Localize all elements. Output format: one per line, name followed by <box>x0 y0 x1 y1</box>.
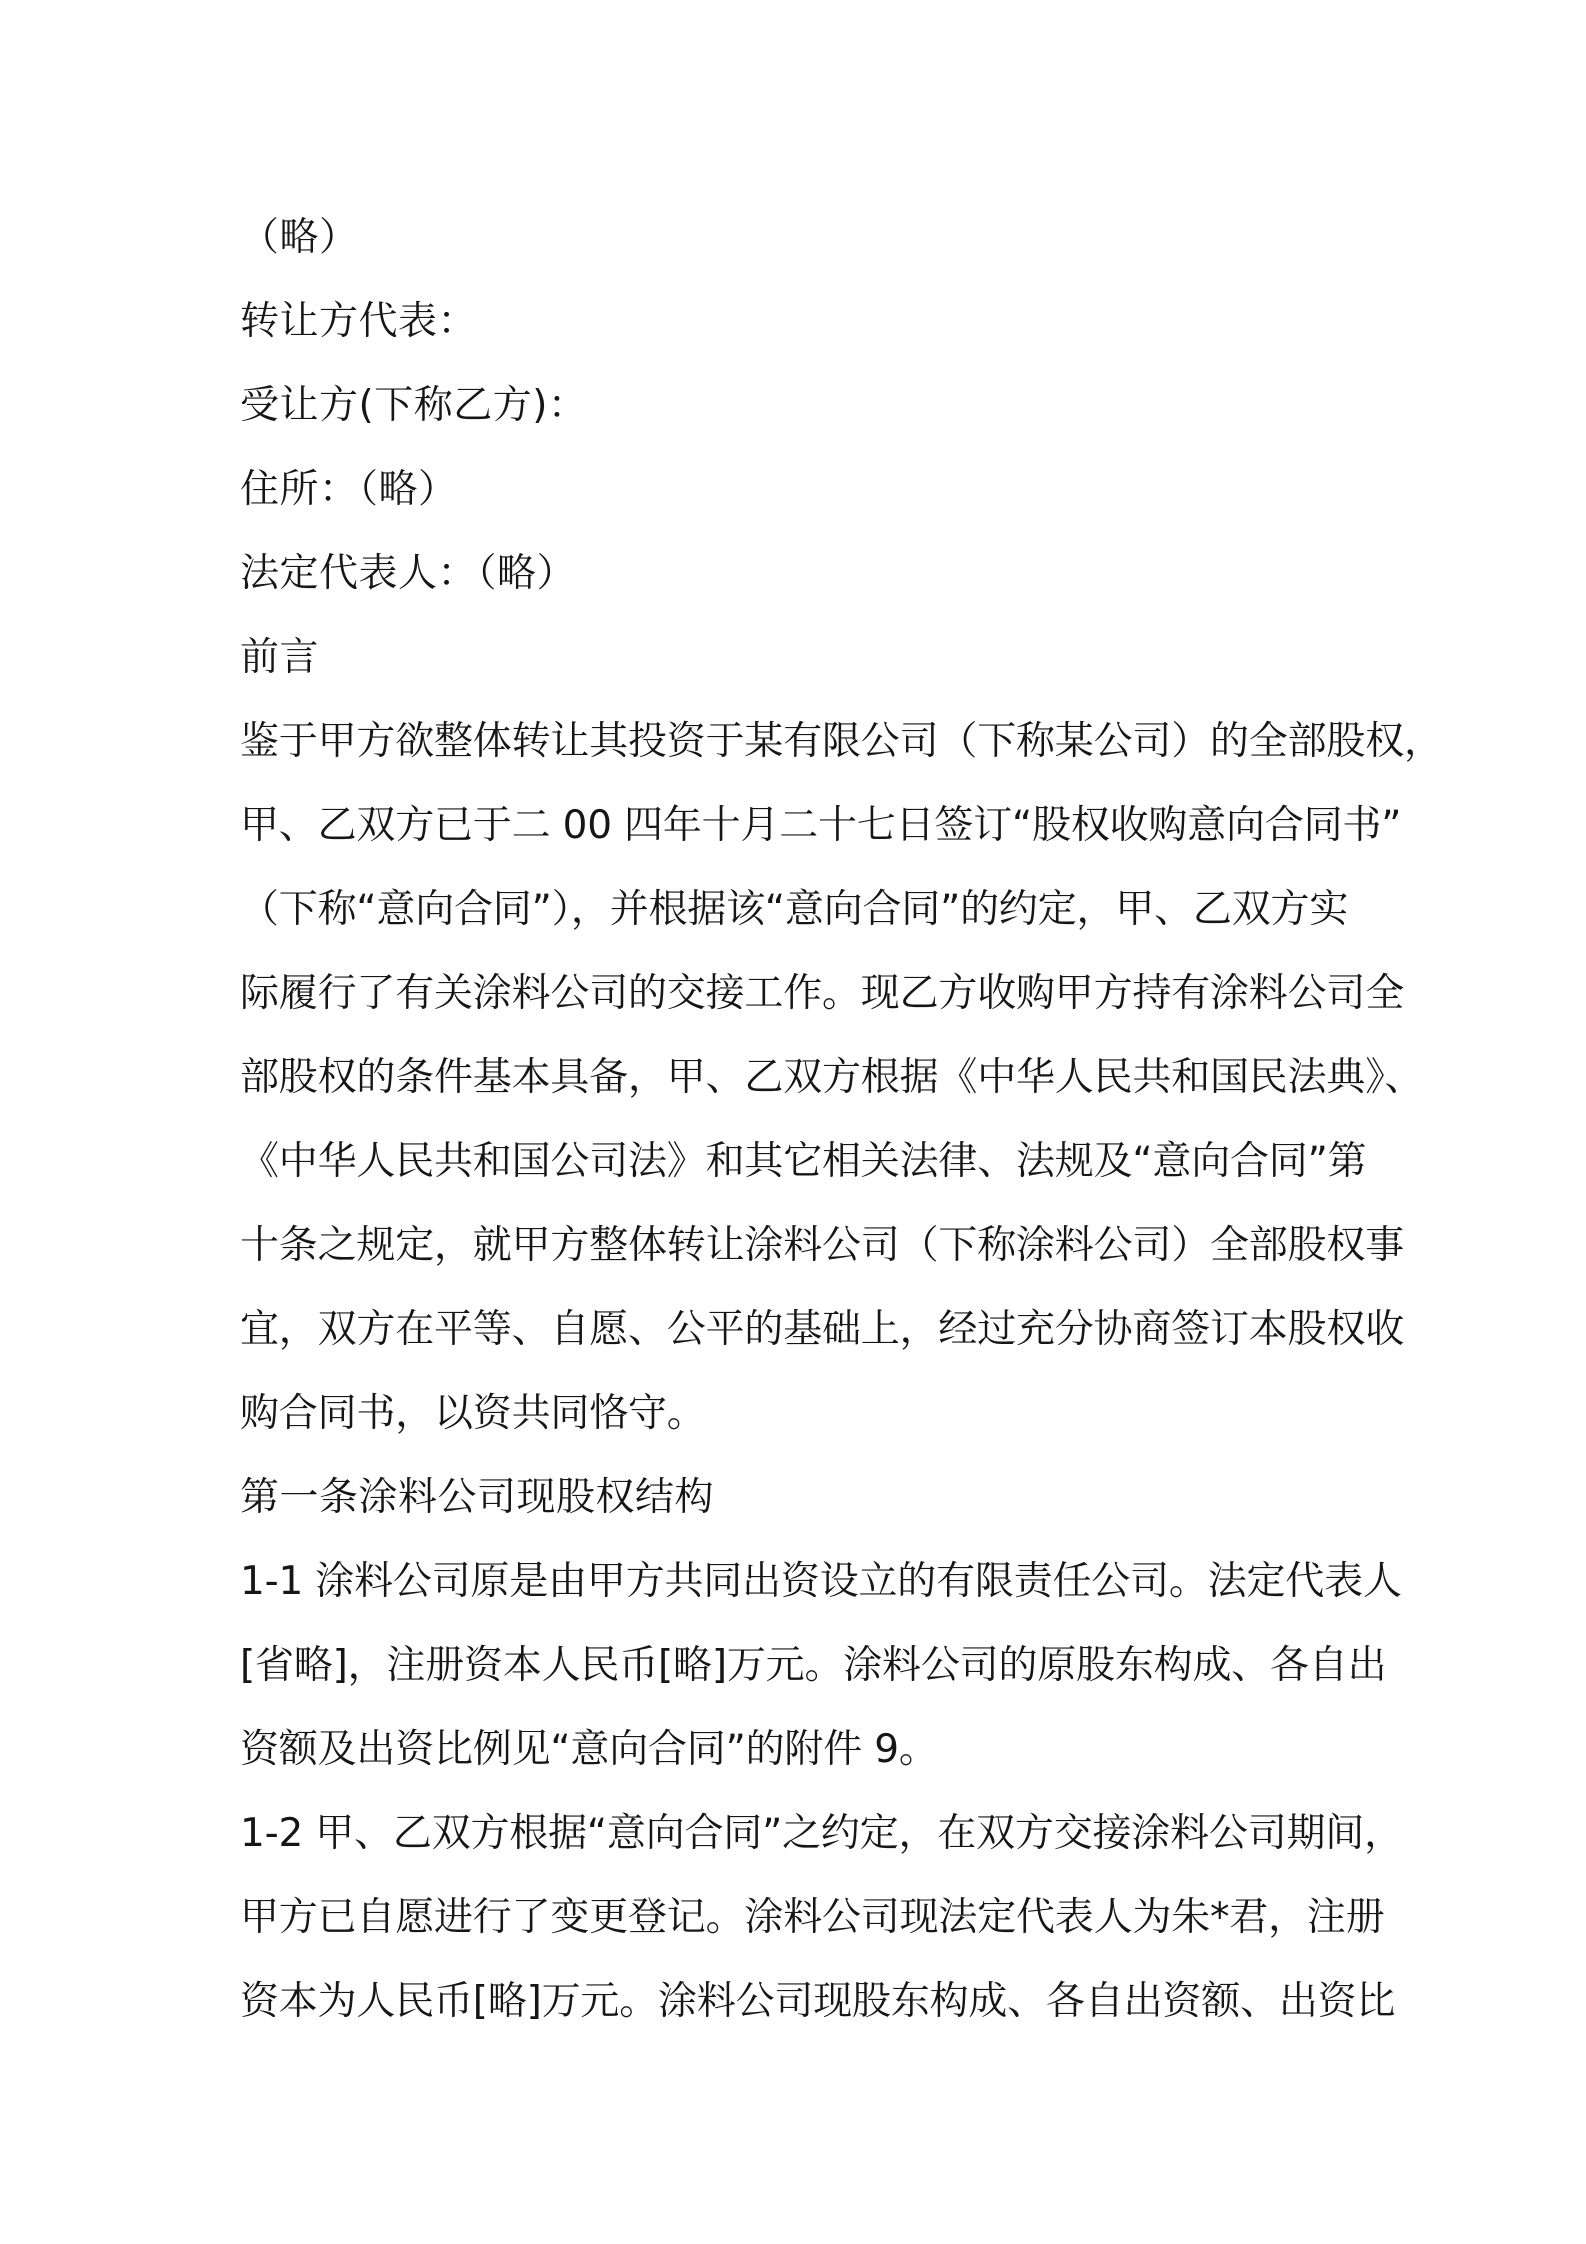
paragraph-line: 部股权的条件基本具备，甲、乙双方根据《中华人民共和国民法典》、 <box>240 1055 1424 1100</box>
article-heading: 第一条涂料公司现股权结构 <box>240 1475 715 1520</box>
text-line: 转让方代表： <box>240 299 478 344</box>
paragraph-line: 资本为人民币[略]万元。涂料公司现股东构成、各自出资额、出资比 <box>240 1979 1396 2024</box>
text-line: （略） <box>240 215 359 260</box>
paragraph-line: 甲方已自愿进行了变更登记。涂料公司现法定代表人为朱*君，注册 <box>240 1895 1385 1940</box>
paragraph-line: 宜，双方在平等、自愿、公平的基础上，经过充分协商签订本股权收 <box>240 1307 1405 1352</box>
document-body <box>240 196 1443 2044</box>
paragraph-line: 资额及出资比例见“意向合同”的附件 9。 <box>240 1727 938 1772</box>
text-line: 受让方(下称乙方)： <box>240 383 588 428</box>
paragraph-line: 鉴于甲方欲整体转让其投资于某有限公司（下称某公司）的全部股权， <box>240 719 1443 764</box>
paragraph-line: 《中华人民共和国公司法》和其它相关法律、法规及“意向合同”第 <box>240 1139 1367 1184</box>
paragraph-line: 十条之规定，就甲方整体转让涂料公司（下称涂料公司）全部股权事 <box>240 1223 1405 1268</box>
section-heading: 前言 <box>240 635 320 680</box>
paragraph-line: 购合同书，以资共同恪守。 <box>240 1391 706 1436</box>
paragraph-line: 际履行了有关涂料公司的交接工作。现乙方收购甲方持有涂料公司全 <box>240 971 1405 1016</box>
paragraph-line: 1-2 甲、乙双方根据“意向合同”之约定，在双方交接涂料公司期间， <box>240 1811 1403 1856</box>
paragraph-line: 甲、乙双方已于二 00 四年十月二十七日签订“股权收购意向合同书” <box>240 803 1402 848</box>
paragraph-line: （下称“意向合同”），并根据该“意向合同”的约定，甲、乙双方实 <box>240 887 1349 932</box>
text-line: 法定代表人：（略） <box>240 551 577 596</box>
paragraph-line: 1-1 涂料公司原是由甲方共同出资设立的有限责任公司。法定代表人 <box>240 1559 1402 1604</box>
text-line: 住所：（略） <box>240 467 458 512</box>
paragraph-line: [省略]，注册资本人民币[略]万元。涂料公司的原股东构成、各自出 <box>240 1643 1387 1688</box>
